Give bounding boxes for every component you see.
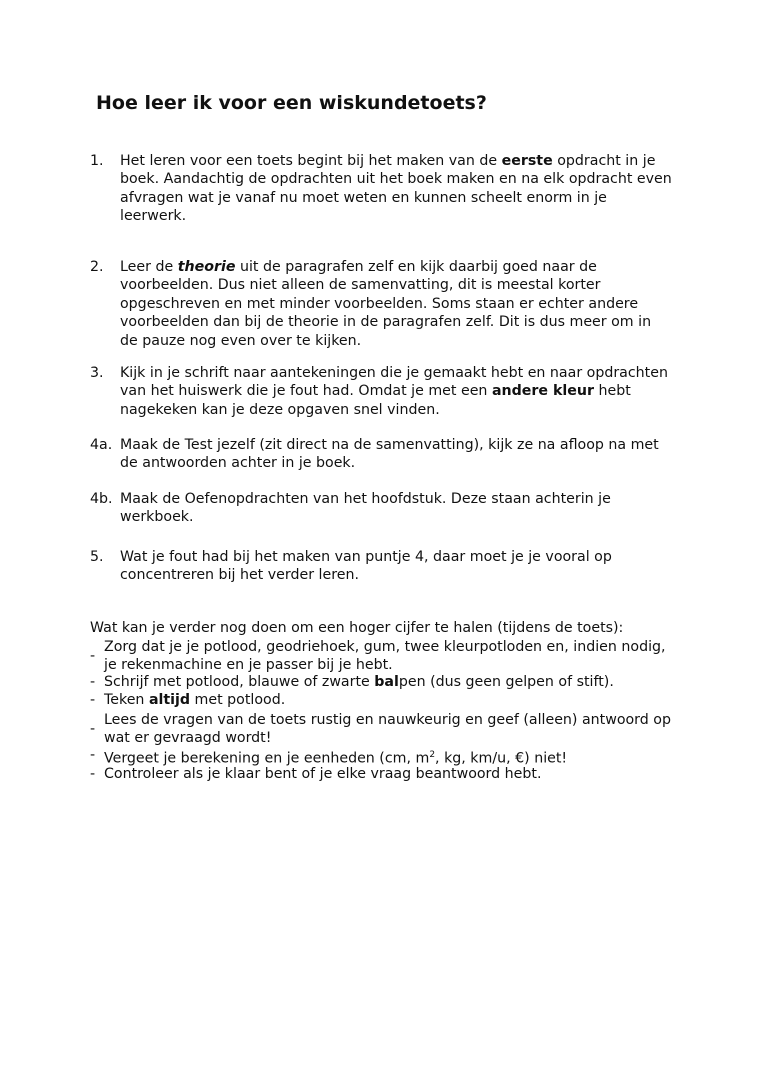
tip-text [104, 638, 666, 675]
step-number: 1. [90, 153, 104, 169]
step-number: 2. [90, 259, 104, 275]
text-line: Schrijf met potlood, blauwe of zwarte balpen (dus geen gelpen of stift). [104, 674, 614, 690]
step-number: 4b. [90, 491, 113, 507]
text-line: voorbeelden. Dus niet alleen de samenvatting, dit is meestal korter [120, 277, 601, 294]
bullet-dash: - [90, 721, 96, 737]
text-line: de pauze nog even over te kijken. [120, 332, 362, 349]
tip-text [104, 711, 671, 748]
text-line: de antwoorden achter in je boek. [120, 455, 356, 472]
step-text [120, 490, 690, 527]
text-line: Zorg dat je je potlood, geodriehoek, gum, twee kleurpotloden en, indien nodig, [104, 639, 666, 655]
bold-term: bal [374, 674, 399, 690]
page-title: Hoe leer ik voor een wiskundetoets? [96, 92, 487, 114]
text-line: concentreren bij het verder leren. [120, 567, 359, 584]
text-line: Wat je fout had bij het maken van puntje 4, daar moet je je vooral op [120, 549, 612, 565]
bullet-dash: - [90, 766, 96, 782]
bold-term: andere kleur [491, 383, 594, 400]
step-number: 3. [90, 365, 104, 381]
bold-term: altijd [148, 692, 191, 708]
tip-text [104, 673, 614, 691]
step-number: 4a. [90, 437, 113, 453]
bullet-dash: - [90, 692, 96, 708]
text-line: Teken altijd met potlood. [104, 692, 286, 708]
text-line: Leer de theorie uit de paragrafen zelf en kijk daarbij goed naar de [120, 259, 597, 275]
step-text [120, 364, 690, 419]
bullet-dash: - [90, 674, 96, 690]
step-text [120, 548, 690, 585]
text-line: wat er gevraagd wordt! [104, 730, 272, 747]
step-text [120, 258, 690, 350]
tip-text [104, 765, 541, 783]
step-number: 5. [90, 549, 104, 565]
text-line: voorbeelden dan bij de theorie in de paragrafen zelf. Dit is dus meer om in [120, 314, 652, 331]
text-line: Controleer als je klaar bent of je elke vraag beantwoord hebt. [104, 766, 542, 782]
text-line: afvragen wat je vanaf nu moet weten en kunnen scheelt enorm in je [120, 189, 607, 206]
step-text [120, 436, 690, 473]
text-line: Het leren voor een toets begint bij het maken van de eerste opdracht in je [120, 153, 656, 169]
text-line: nagekeken kan je deze opgaven snel vinden. [120, 401, 440, 418]
superscript: 2 [429, 750, 436, 760]
text-line: Maak de Test jezelf (zit direct na de samenvatting), kijk ze na afloop na met [120, 437, 659, 453]
text-line: werkboek. [120, 509, 194, 526]
text-line: opgeschreven en met minder voorbeelden. Soms staan er echter andere [120, 295, 639, 312]
text-line: Kijk in je schrift naar aantekeningen die je gemaakt hebt en naar opdrachten [120, 365, 668, 381]
step-text [120, 152, 690, 226]
text-line: Vergeet je berekening en je eenheden (cm, $m^2$, kg, km/u, €) niet! [104, 750, 568, 767]
tips-intro: Wat kan je verder nog doen om een hoger cijfer te halen (tijdens de toets): [90, 620, 624, 636]
text-line: boek. Aandachtig de opdrachten uit het boek maken en na elk opdracht even [120, 171, 672, 188]
tip-text [104, 691, 285, 709]
bullet-dash: - [90, 648, 96, 664]
text-line: Maak de Oefenopdrachten van het hoofdstuk. Deze staan achterin je [120, 491, 611, 507]
bold-italic-term: theorie [177, 259, 236, 275]
text-line: Lees de vragen van de toets rustig en nauwkeurig en geef (alleen) antwoord op [104, 712, 671, 728]
bold-term: eerste [501, 153, 553, 169]
text-line: van het huiswerk die je fout had. Omdat je met een andere kleur hebt [120, 383, 631, 400]
bullet-dash: - [90, 747, 96, 763]
text-line: leerwerk. [120, 208, 187, 225]
text-line: je rekenmachine en je passer bij je hebt. [104, 657, 393, 674]
